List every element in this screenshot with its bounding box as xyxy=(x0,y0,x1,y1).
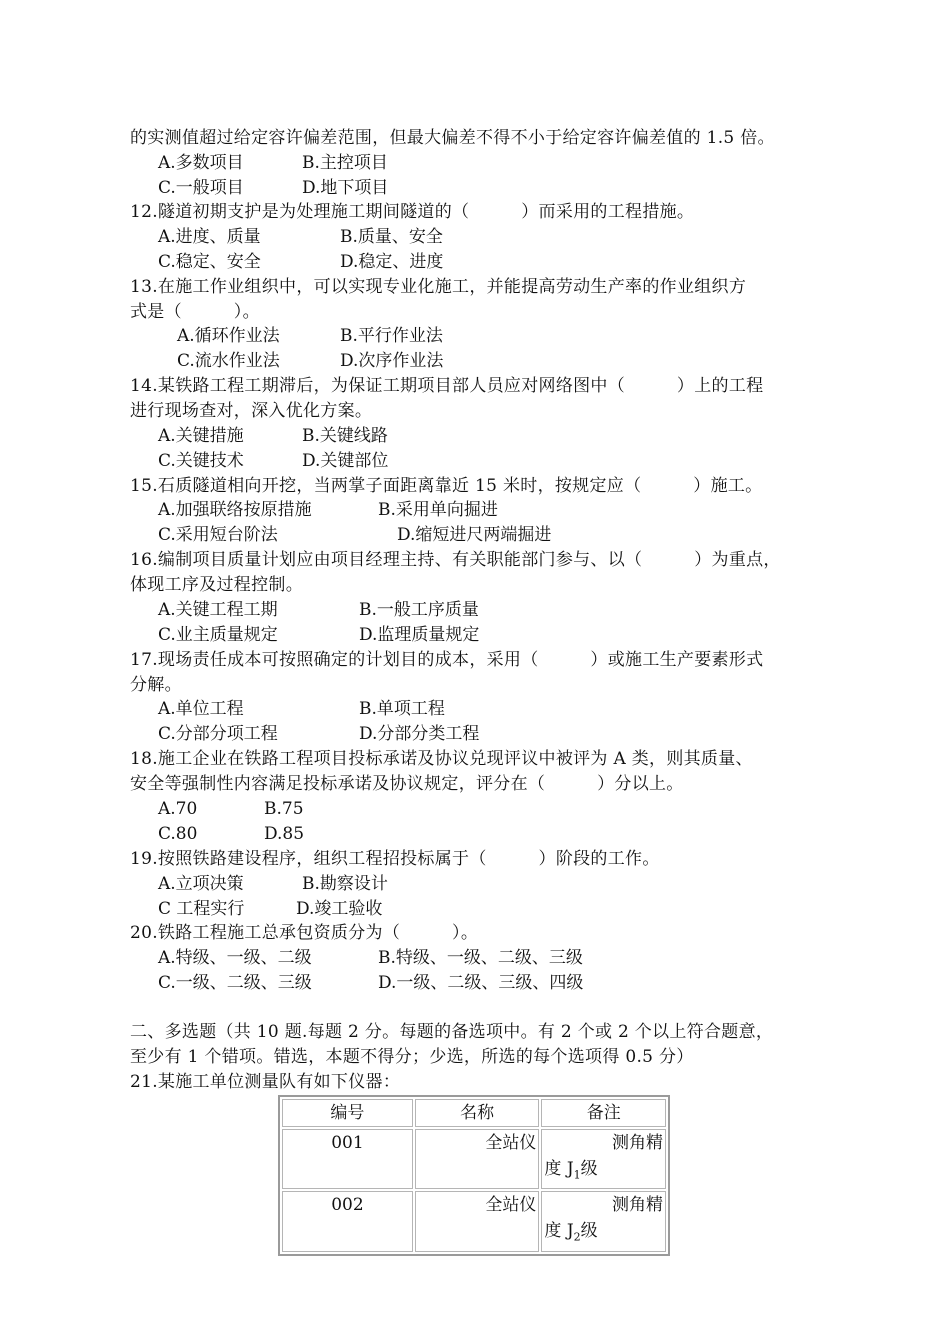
q13-text-line1: 13.在施工作业组织中，可以实现专业化施工，并能提高劳动生产率的作业组织方 xyxy=(130,277,747,297)
q12-option-a: A.进度、质量 xyxy=(158,227,261,247)
q12-text: 12.隧道初期支护是为处理施工期间隧道的（ ）而采用的工程措施。 xyxy=(130,202,695,222)
q19-text: 19.按照铁路建设程序，组织工程招投标属于（ ）阶段的工作。 xyxy=(130,849,660,869)
q14-option-d: D.关键部位 xyxy=(302,451,389,471)
cell-remark xyxy=(541,1129,666,1189)
q15-text: 15.石质隧道相向开挖，当两掌子面距离靠近 15 米时，按规定应（ ）施工。 xyxy=(130,476,763,496)
remark-prefix: 度 J xyxy=(544,1159,574,1179)
q10-option-c: C.一般项目 xyxy=(158,178,244,198)
q15-option-b: B.采用单向掘进 xyxy=(378,500,498,520)
q13-option-a: A.循环作业法 xyxy=(177,326,280,346)
q18-text-line2: 安全等强制性内容满足投标承诺及协议规定，评分在（ ）分以上。 xyxy=(130,774,684,794)
q10-option-a: A.多数项目 xyxy=(158,153,244,173)
section2-heading-line1: 二、多选题（共 10 题.每题 2 分。每题的备选项中。有 2 个或 2 个以上符合题意， xyxy=(130,1022,774,1042)
remark-line1: 测角精 xyxy=(612,1195,663,1216)
remark-subscript: 1 xyxy=(573,1168,581,1182)
remark-line1: 测角精 xyxy=(612,1133,663,1153)
q20-option-a: A.特级、一级、二级 xyxy=(158,948,312,968)
instrument-table xyxy=(278,1095,670,1256)
q19-option-c: C 工程实行 xyxy=(158,899,245,919)
cell-id: 002 xyxy=(282,1191,413,1251)
table-row xyxy=(282,1129,666,1189)
q13-text-line2: 式是（ ）。 xyxy=(130,302,260,322)
q16-option-b: B.一般工序质量 xyxy=(359,600,479,620)
q14-option-c: C.关键技术 xyxy=(158,451,244,471)
remark-suffix: 级 xyxy=(580,1159,598,1179)
q21-text: 21.某施工单位测量队有如下仪器： xyxy=(130,1072,401,1092)
q18-option-b: B.75 xyxy=(264,799,304,819)
q19-option-a: A.立项决策 xyxy=(158,874,244,894)
q15-option-c: C.采用短台阶法 xyxy=(158,525,278,545)
cell-remark xyxy=(541,1191,666,1251)
q10-tail-text: 的实测值超过给定容许偏差范围，但最大偏差不得不小于给定容许偏差值的 1.5 倍。 xyxy=(130,128,775,148)
q17-text-line1: 17.现场责任成本可按照确定的计划目的成本，采用（ ）或施工生产要素形式 xyxy=(130,650,764,670)
q17-option-a: A.单位工程 xyxy=(158,699,244,719)
q17-text-line2: 分解。 xyxy=(130,675,182,695)
q15-option-d: D.缩短进尺两端掘进 xyxy=(397,525,552,545)
q16-option-c: C.业主质量规定 xyxy=(158,625,278,645)
q16-text-line2: 体现工序及过程控制。 xyxy=(130,575,303,595)
q12-option-c: C.稳定、安全 xyxy=(158,252,261,272)
q10-option-b: B.主控项目 xyxy=(302,153,388,173)
remark-suffix: 级 xyxy=(580,1221,598,1242)
q16-option-a: A.关键工程工期 xyxy=(158,600,278,620)
q14-text-line2: 进行现场查对，深入优化方案。 xyxy=(130,401,373,421)
q19-option-b: B.勘察设计 xyxy=(302,874,388,894)
q16-text-line1: 16.编制项目质量计划应由项目经理主持、有关职能部门参与、以（ ）为重点， xyxy=(130,550,781,570)
header-remark: 备注 xyxy=(541,1099,666,1127)
q19-option-d: D.竣工验收 xyxy=(296,899,383,919)
q12-option-d: D.稳定、进度 xyxy=(340,252,444,272)
q20-option-d: D.一级、二级、三级、四级 xyxy=(378,973,584,993)
q16-option-d: D.监理质量规定 xyxy=(359,625,480,645)
cell-name: 全站仪 xyxy=(415,1129,540,1189)
q12-option-b: B.质量、安全 xyxy=(340,227,443,247)
remark-subscript: 2 xyxy=(573,1230,581,1244)
q18-option-c: C.80 xyxy=(158,824,198,844)
q20-text: 20.铁路工程施工总承包资质分为（ ）。 xyxy=(130,923,479,943)
q18-option-a: A.70 xyxy=(158,799,198,819)
header-id: 编号 xyxy=(282,1099,413,1127)
q10-option-d: D.地下项目 xyxy=(302,178,389,198)
q17-option-d: D.分部分类工程 xyxy=(359,724,480,744)
remark-line2 xyxy=(544,1218,663,1250)
q18-option-d: D.85 xyxy=(264,824,305,844)
q18-text-line1: 18.施工企业在铁路工程项目投标承诺及协议兑现评议中被评为 A 类，则其质量、 xyxy=(130,749,753,769)
q13-option-d: D.次序作业法 xyxy=(340,351,444,371)
cell-id: 001 xyxy=(282,1129,413,1189)
q14-text-line1: 14.某铁路工程工期滞后，为保证工期项目部人员应对网络图中（ ）上的工程 xyxy=(130,376,764,396)
remark-prefix: 度 J xyxy=(544,1221,574,1242)
cell-name: 全站仪 xyxy=(415,1191,540,1251)
q14-option-b: B.关键线路 xyxy=(302,426,388,446)
header-name: 名称 xyxy=(415,1099,540,1127)
q17-option-b: B.单项工程 xyxy=(359,699,445,719)
q15-option-a: A.加强联络按原措施 xyxy=(158,500,312,520)
q20-option-c: C.一级、二级、三级 xyxy=(158,973,312,993)
table-row xyxy=(282,1191,666,1251)
q13-option-c: C.流水作业法 xyxy=(177,351,280,371)
remark-line2 xyxy=(544,1156,663,1188)
q17-option-c: C.分部分项工程 xyxy=(158,724,278,744)
q14-option-a: A.关键措施 xyxy=(158,426,244,446)
table-header-row xyxy=(282,1099,666,1127)
q20-option-b: B.特级、一级、二级、三级 xyxy=(378,948,583,968)
section2-heading-line2: 至少有 1 个错项。错选，本题不得分；少选，所选的每个选项得 0.5 分） xyxy=(130,1047,694,1067)
q13-option-b: B.平行作业法 xyxy=(340,326,443,346)
